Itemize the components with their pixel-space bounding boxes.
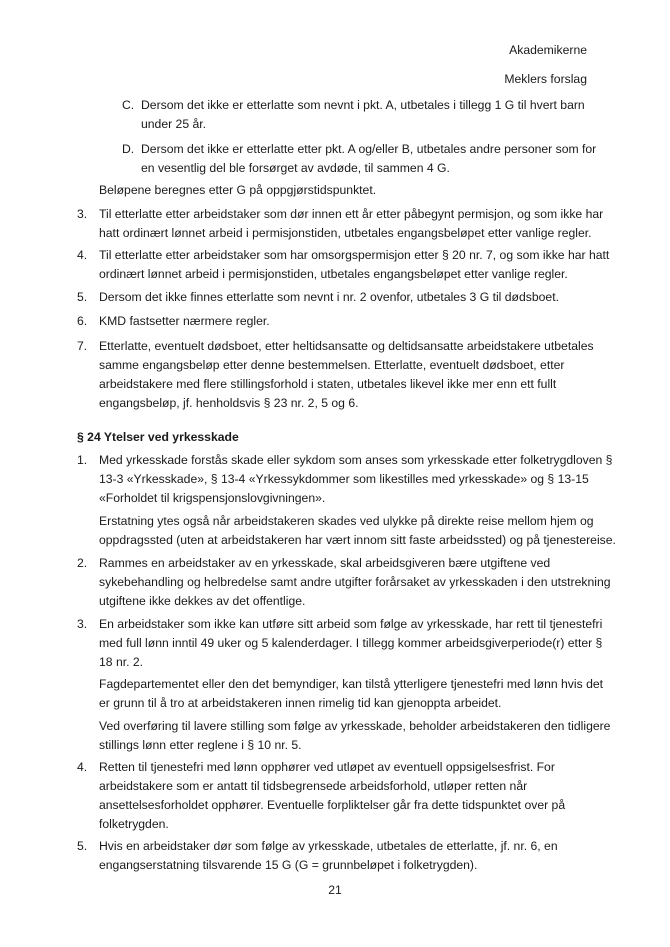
list-item-line: Dersom det ikke finnes etterlatte som nevnt i nr. 2 ovenfor, utbetales 3 G til dødsboet.	[99, 290, 559, 304]
paragraph-line: Ved overføring til lavere stilling som følge av yrkesskade, beholder arbeidstakeren den tidligere	[99, 719, 611, 733]
list-item-line: folketrygden.	[99, 817, 169, 831]
list-item-line: utgiftene ikke dekkes av det offentlige.	[99, 594, 306, 608]
list-item-line: hatt ordinært lønnet arbeid i permisjonstiden, utbetales engangsbeløpet etter vanlige regler.	[99, 226, 592, 240]
paragraph-line: stillings lønn etter reglene i § 10 nr. 5.	[99, 738, 302, 752]
list-item-line: Til etterlatte etter arbeidstaker som dør innen ett år etter påbegynt permisjon, og som ikke har	[99, 207, 604, 221]
list-item-line: arbeidstakere som er antatt til tidsbegrensede arbeidsforhold, utløper retten når	[99, 779, 528, 793]
list-number: 3.	[77, 207, 88, 221]
list-item-line: Hvis en arbeidstaker dør som følge av yrkesskade, utbetales de etterlatte, jf. nr. 6, en	[99, 839, 558, 853]
list-number: 1.	[77, 453, 88, 467]
paragraph-line: Fagdepartementet eller den det bemyndiger, kan tilstå ytterligere tjenestefri med lønn hvis det	[99, 677, 604, 691]
section-heading: § 24 Ytelser ved yrkesskade	[77, 430, 239, 444]
header-subtitle: Meklers forslag	[504, 72, 587, 86]
list-number: 4.	[77, 760, 88, 774]
list-item-line: En arbeidstaker som ikke kan utføre sitt arbeid som følge av yrkesskade, har rett til tjenestefri	[99, 617, 603, 631]
paragraph-line: Erstatning ytes også når arbeidstakeren skades ved ulykke på direkte reise mellom hjem og	[99, 514, 594, 528]
list-item-line: Med yrkesskade forstås skade eller sykdom som anses som yrkesskade etter folketrygdloven §	[99, 453, 613, 467]
list-item-line: KMD fastsetter nærmere regler.	[99, 314, 270, 328]
list-number: 4.	[77, 248, 88, 262]
list-item-line: med full lønn inntil 49 uker og 5 kalenderdager. I tillegg kommer arbeidsgiverperiode(r) etter §	[99, 636, 603, 650]
list-item-line: Etterlatte, eventuelt dødsboet, etter heltidsansatte og deltidsansatte arbeidstakere utbetales	[99, 339, 594, 353]
calc-note: Beløpene beregnes etter G på oppgjørstidspunktet.	[99, 183, 377, 197]
list-item-line: engangsbeløp, jf. henholdsvis § 23 nr. 2, 5 og 6.	[99, 396, 359, 410]
list-item-line: ansettelsesforholdet opphører. Eventuelle forpliktelser går fra dette tidspunktet over på	[99, 798, 566, 812]
sub-item-line: en vesentlig del ble forsørget av avdøde, til sammen 4 G.	[141, 161, 450, 175]
list-number: 5.	[77, 290, 88, 304]
list-item-line: «Forholdet til krigspensjonslovgivningen».	[99, 491, 326, 505]
paragraph-line: oppdragssted (uten at arbeidstakeren har vært innom sitt faste arbeidssted) og på tjenestereise.	[99, 533, 616, 547]
sub-item-line: under 25 år.	[141, 117, 207, 131]
sub-item-letter: C.	[122, 98, 135, 112]
sub-item-line: Dersom det ikke er etterlatte som nevnt i pkt. A, utbetales i tillegg 1 G til hvert barn	[141, 98, 585, 112]
list-number: 7.	[77, 339, 88, 353]
list-item-line: Retten til tjenestefri med lønn opphører ved utløpet av eventuell oppsigelsesfrist. For	[99, 760, 555, 774]
list-item-line: 18 nr. 2.	[99, 655, 144, 669]
list-item-line: sykebehandling og helbredelse samt andre utgifter forårsaket av yrkesskaden i den utstrekning	[99, 575, 611, 589]
paragraph-line: er grunn til å tro at arbeidstakeren innen rimelig tid kan gjenoppta arbeidet.	[99, 696, 502, 710]
sub-item-line: Dersom det ikke er etterlatte etter pkt. A og/eller B, utbetales andre personer som for	[141, 142, 597, 156]
list-item-line: Rammes en arbeidstaker av en yrkesskade, skal arbeidsgiveren bære utgiftene ved	[99, 556, 551, 570]
page-number: 21	[328, 883, 342, 897]
list-number: 2.	[77, 556, 88, 570]
list-item-line: samme engangsbeløp etter denne bestemmelsen. Etterlatte, eventuelt dødsboet, etter	[99, 358, 565, 372]
list-item-line: engangserstatning tilsvarende 15 G (G = grunnbeløpet i folketrygden).	[99, 858, 478, 872]
list-item-line: ordinært lønnet arbeid i permisjonstiden, utbetales engangsbeløpet etter vanlige regler.	[99, 267, 568, 281]
header-org: Akademikerne	[509, 43, 587, 57]
sub-item-letter: D.	[122, 142, 135, 156]
list-number: 5.	[77, 839, 88, 853]
list-item-line: arbeidstakere med flere stillingsforhold i staten, utbetales likevel ikke mer enn ett fullt	[99, 377, 557, 391]
list-item-line: Til etterlatte etter arbeidstaker som har omsorgspermisjon etter § 20 nr. 7, og som ikke har hatt	[99, 248, 610, 262]
list-number: 3.	[77, 617, 88, 631]
list-number: 6.	[77, 314, 88, 328]
list-item-line: 13-3 «Yrkesskade», § 13-4 «Yrkessykdommer som likestilles med yrkesskade» og § 13-15	[99, 472, 589, 486]
